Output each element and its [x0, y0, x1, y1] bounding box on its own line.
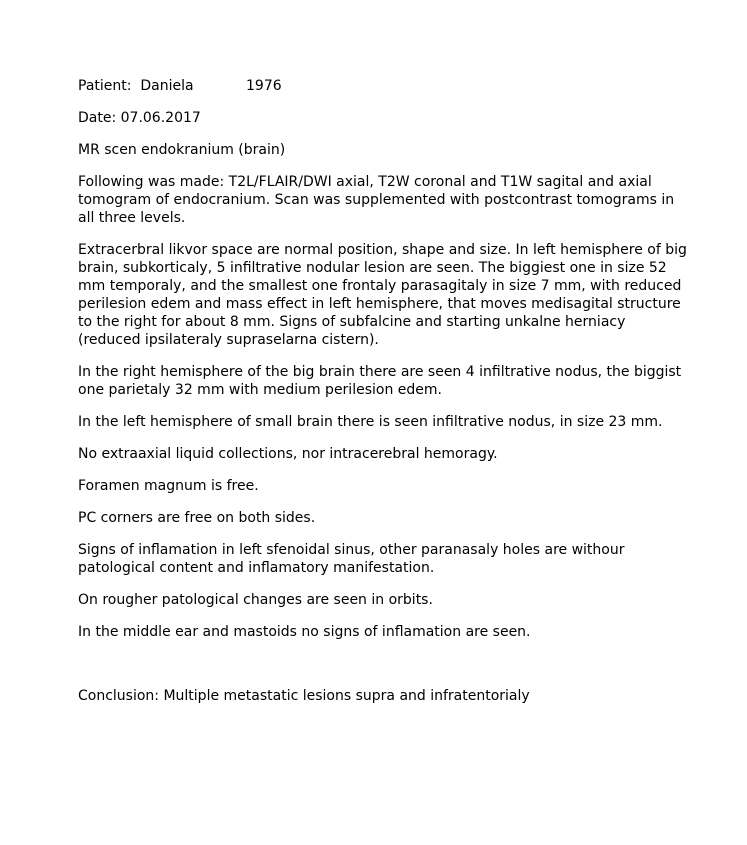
patient-name: Patient: Daniela — [78, 78, 194, 94]
finding-ear-mastoids: In the middle ear and mastoids no signs of inflamation are seen. — [78, 624, 531, 640]
patient-line — [78, 77, 688, 95]
finding-left-hemisphere: Extracerbral likvor space are normal position, shape and size. In left hemisphere of big brain, subkorticaly, 5 infiltrative nodular lesion are seen. The biggiest one in size 52 mm temporaly, and the smallest one frontaly parasagitaly in size 7 mm, with reduced perilesion edem and mass effect in left hemisphere, that moves medisagital structure to the right for about 8 mm. Signs of subfalcine and starting unkalne herniacy (reduced ipsilateraly supraselarna cistern). — [78, 242, 687, 348]
exam-type: MR scen endokranium (brain) — [78, 142, 286, 158]
exam-date: Date: 07.06.2017 — [78, 110, 201, 126]
finding-orbits: On rougher patological changes are seen in orbits. — [78, 592, 433, 608]
finding-cerebellum: In the left hemisphere of small brain there is seen infiltrative nodus, in size 23 mm. — [78, 414, 663, 430]
finding-right-hemisphere: In the right hemisphere of the big brain there are seen 4 infiltrative nodus, the biggist one parietaly 32 mm with medium perilesion edem. — [78, 364, 682, 398]
finding-technique: Following was made: T2L/FLAIR/DWI axial, T2W coronal and T1W sagital and axial tomogram of endocranium. Scan was supplemented with postcontrast tomograms in all three levels. — [78, 174, 675, 226]
patient-birth-year: 1976 — [246, 78, 282, 94]
finding-extraaxial: No extraaxial liquid collections, nor intracerebral hemoragy. — [78, 446, 498, 462]
report-body — [78, 77, 688, 719]
finding-sinuses: Signs of inflamation in left sfenoidal sinus, other paranasaly holes are withour patological content and inflamatory manifestation. — [78, 542, 625, 576]
finding-foramen-magnum: Foramen magnum is free. — [78, 478, 259, 494]
spacer — [78, 655, 688, 687]
finding-pc-corners: PC corners are free on both sides. — [78, 510, 316, 526]
conclusion: Conclusion: Multiple metastatic lesions supra and infratentorialy — [78, 688, 530, 704]
